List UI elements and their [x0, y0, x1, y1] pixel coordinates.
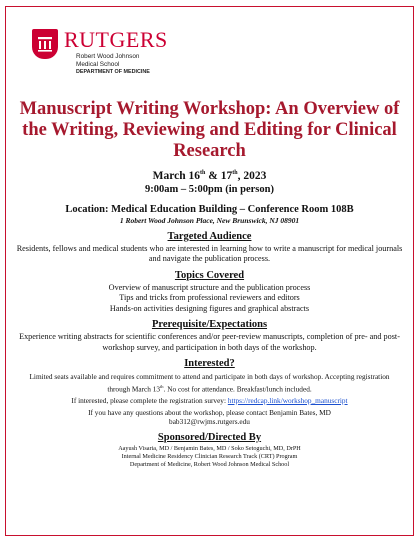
audience-heading: Targeted Audience	[167, 230, 252, 242]
date-part-1: March 16	[152, 169, 201, 182]
registration-text-a: Limited seats available and requires commitment to attend and participate in both days of workshop. Accepting registration through March 13	[29, 372, 390, 394]
survey-prefix: If interested, please complete the registration survey:	[71, 395, 228, 405]
contact-line	[20, 408, 400, 427]
sponsors-heading: Sponsored/Directed By	[157, 431, 262, 443]
date-part-2: & 17	[205, 169, 233, 182]
event-location: Location: Medical Education Building – Conference Room 108B	[65, 203, 354, 215]
sponsor-department: Department of Medicine, Robert Wood Johnson Medical School	[129, 461, 290, 469]
brand-school-line1: Robert Wood Johnson	[76, 53, 140, 60]
brand-department: DEPARTMENT OF MEDICINE	[76, 69, 150, 75]
page-title: Manuscript Writing Workshop: An Overview of the Writing, Reviewing and Editing for Clinical Research	[19, 99, 400, 161]
contact-text: If you have any questions about the workshop, please contact Benjamin Bates, MD	[88, 407, 331, 417]
registration-date-suffix: th	[160, 383, 164, 389]
sponsor-directors: Aayush Visaria, MD / Benjamin Bates, MD / Soko Setoguchi, MD, DrPH	[118, 444, 301, 452]
survey-line	[20, 396, 400, 406]
event-time: 9:00am – 5:00pm (in person)	[145, 183, 274, 195]
date-suffix-2: th	[232, 170, 238, 176]
brand-name: RUTGERS	[64, 27, 168, 52]
survey-link[interactable]: https://redcap.link/workshop_manuscript	[227, 395, 348, 405]
topic-item: Hands-on activities designing figures and graphical abstracts	[109, 303, 310, 313]
date-suffix-1: th	[200, 170, 206, 176]
audience-text: Residents, fellows and medical students who are interested in learning how to write a manuscript for medical journals and navigate the publication process.	[16, 243, 403, 264]
event-dates	[6, 166, 413, 183]
date-year: , 2023	[237, 169, 267, 182]
prereq-text: Experience writing abstracts for scientific conferences and/or peer-review manuscripts, completion of pre- and post-workshop survey, and participation in both days of the workshop.	[19, 332, 400, 352]
topic-item: Overview of manuscript structure and the publication process	[108, 282, 311, 292]
sponsor-program: Internal Medicine Residency Clinician Research Track (CRT) Program	[121, 452, 298, 460]
brand-school-line2: Medical School	[76, 61, 120, 68]
event-address: 1 Robert Wood Johnson Place, New Brunswick, NJ 08901	[119, 215, 300, 225]
rutgers-shield-icon	[32, 29, 58, 59]
sponsors-list	[6, 445, 413, 470]
contact-email: bab312@rwjms.rutgers.edu	[169, 417, 250, 427]
flyer-content	[6, 99, 413, 469]
topics-heading: Topics Covered	[174, 269, 245, 281]
interested-heading: Interested?	[184, 358, 235, 370]
flyer-page	[5, 6, 414, 536]
topics-list	[14, 283, 406, 315]
prereq-heading: Prerequisite/Expectations	[151, 319, 268, 331]
rutgers-logo	[32, 29, 182, 79]
topic-item: Tips and tricks from professional reviewers and editors	[119, 293, 300, 303]
registration-info	[20, 372, 400, 394]
registration-text-b: . No cost for attendance. Breakfast/lunch included.	[163, 384, 312, 394]
